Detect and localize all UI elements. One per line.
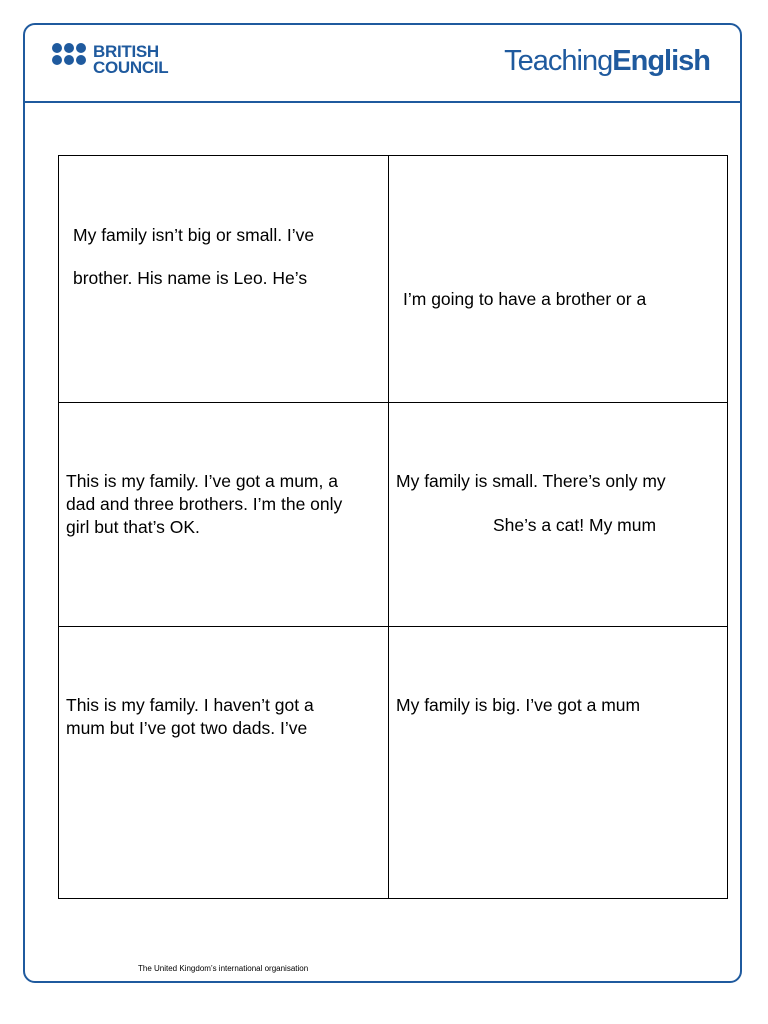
card-1-line-2: brother. His name is Leo. He’s bbox=[73, 268, 308, 288]
card-3-line-2: dad and three brothers. I’m the only bbox=[66, 494, 343, 514]
card-4-line-2: She’s a cat! My mum bbox=[493, 515, 657, 535]
british-council-logo bbox=[52, 43, 168, 77]
british-council-dots-icon bbox=[52, 43, 88, 77]
footer-note: The United Kingdom’s international organisation bbox=[138, 964, 309, 973]
card-3-line-3: girl but that’s OK. bbox=[66, 517, 200, 537]
card-2-line-1: I’m going to have a brother or a bbox=[403, 289, 647, 309]
card-3-line-1: This is my family. I’ve got a mum, a bbox=[66, 471, 338, 491]
grid-horizontal-divider-2 bbox=[58, 626, 728, 627]
card-5-line-1: This is my family. I haven’t got a bbox=[66, 695, 314, 715]
card-1-line-1: My family isn’t big or small. I’ve bbox=[73, 225, 315, 245]
bc-line-2: COUNCIL bbox=[93, 58, 169, 77]
te-light: Teaching bbox=[504, 45, 613, 77]
grid-vertical-divider bbox=[388, 155, 389, 899]
teaching-english-logo bbox=[504, 45, 710, 77]
grid-horizontal-divider-1 bbox=[58, 402, 728, 403]
te-bold: English bbox=[612, 45, 710, 77]
bc-line-1: BRITISH bbox=[93, 42, 159, 61]
header-divider bbox=[23, 101, 742, 103]
card-4-line-1: My family is small. There’s only my bbox=[396, 471, 666, 491]
card-6-line-1: My family is big. I’ve got a mum bbox=[396, 695, 641, 715]
british-council-wordmark bbox=[93, 44, 168, 76]
card-5-line-2: mum but I’ve got two dads. I’ve bbox=[66, 718, 308, 738]
